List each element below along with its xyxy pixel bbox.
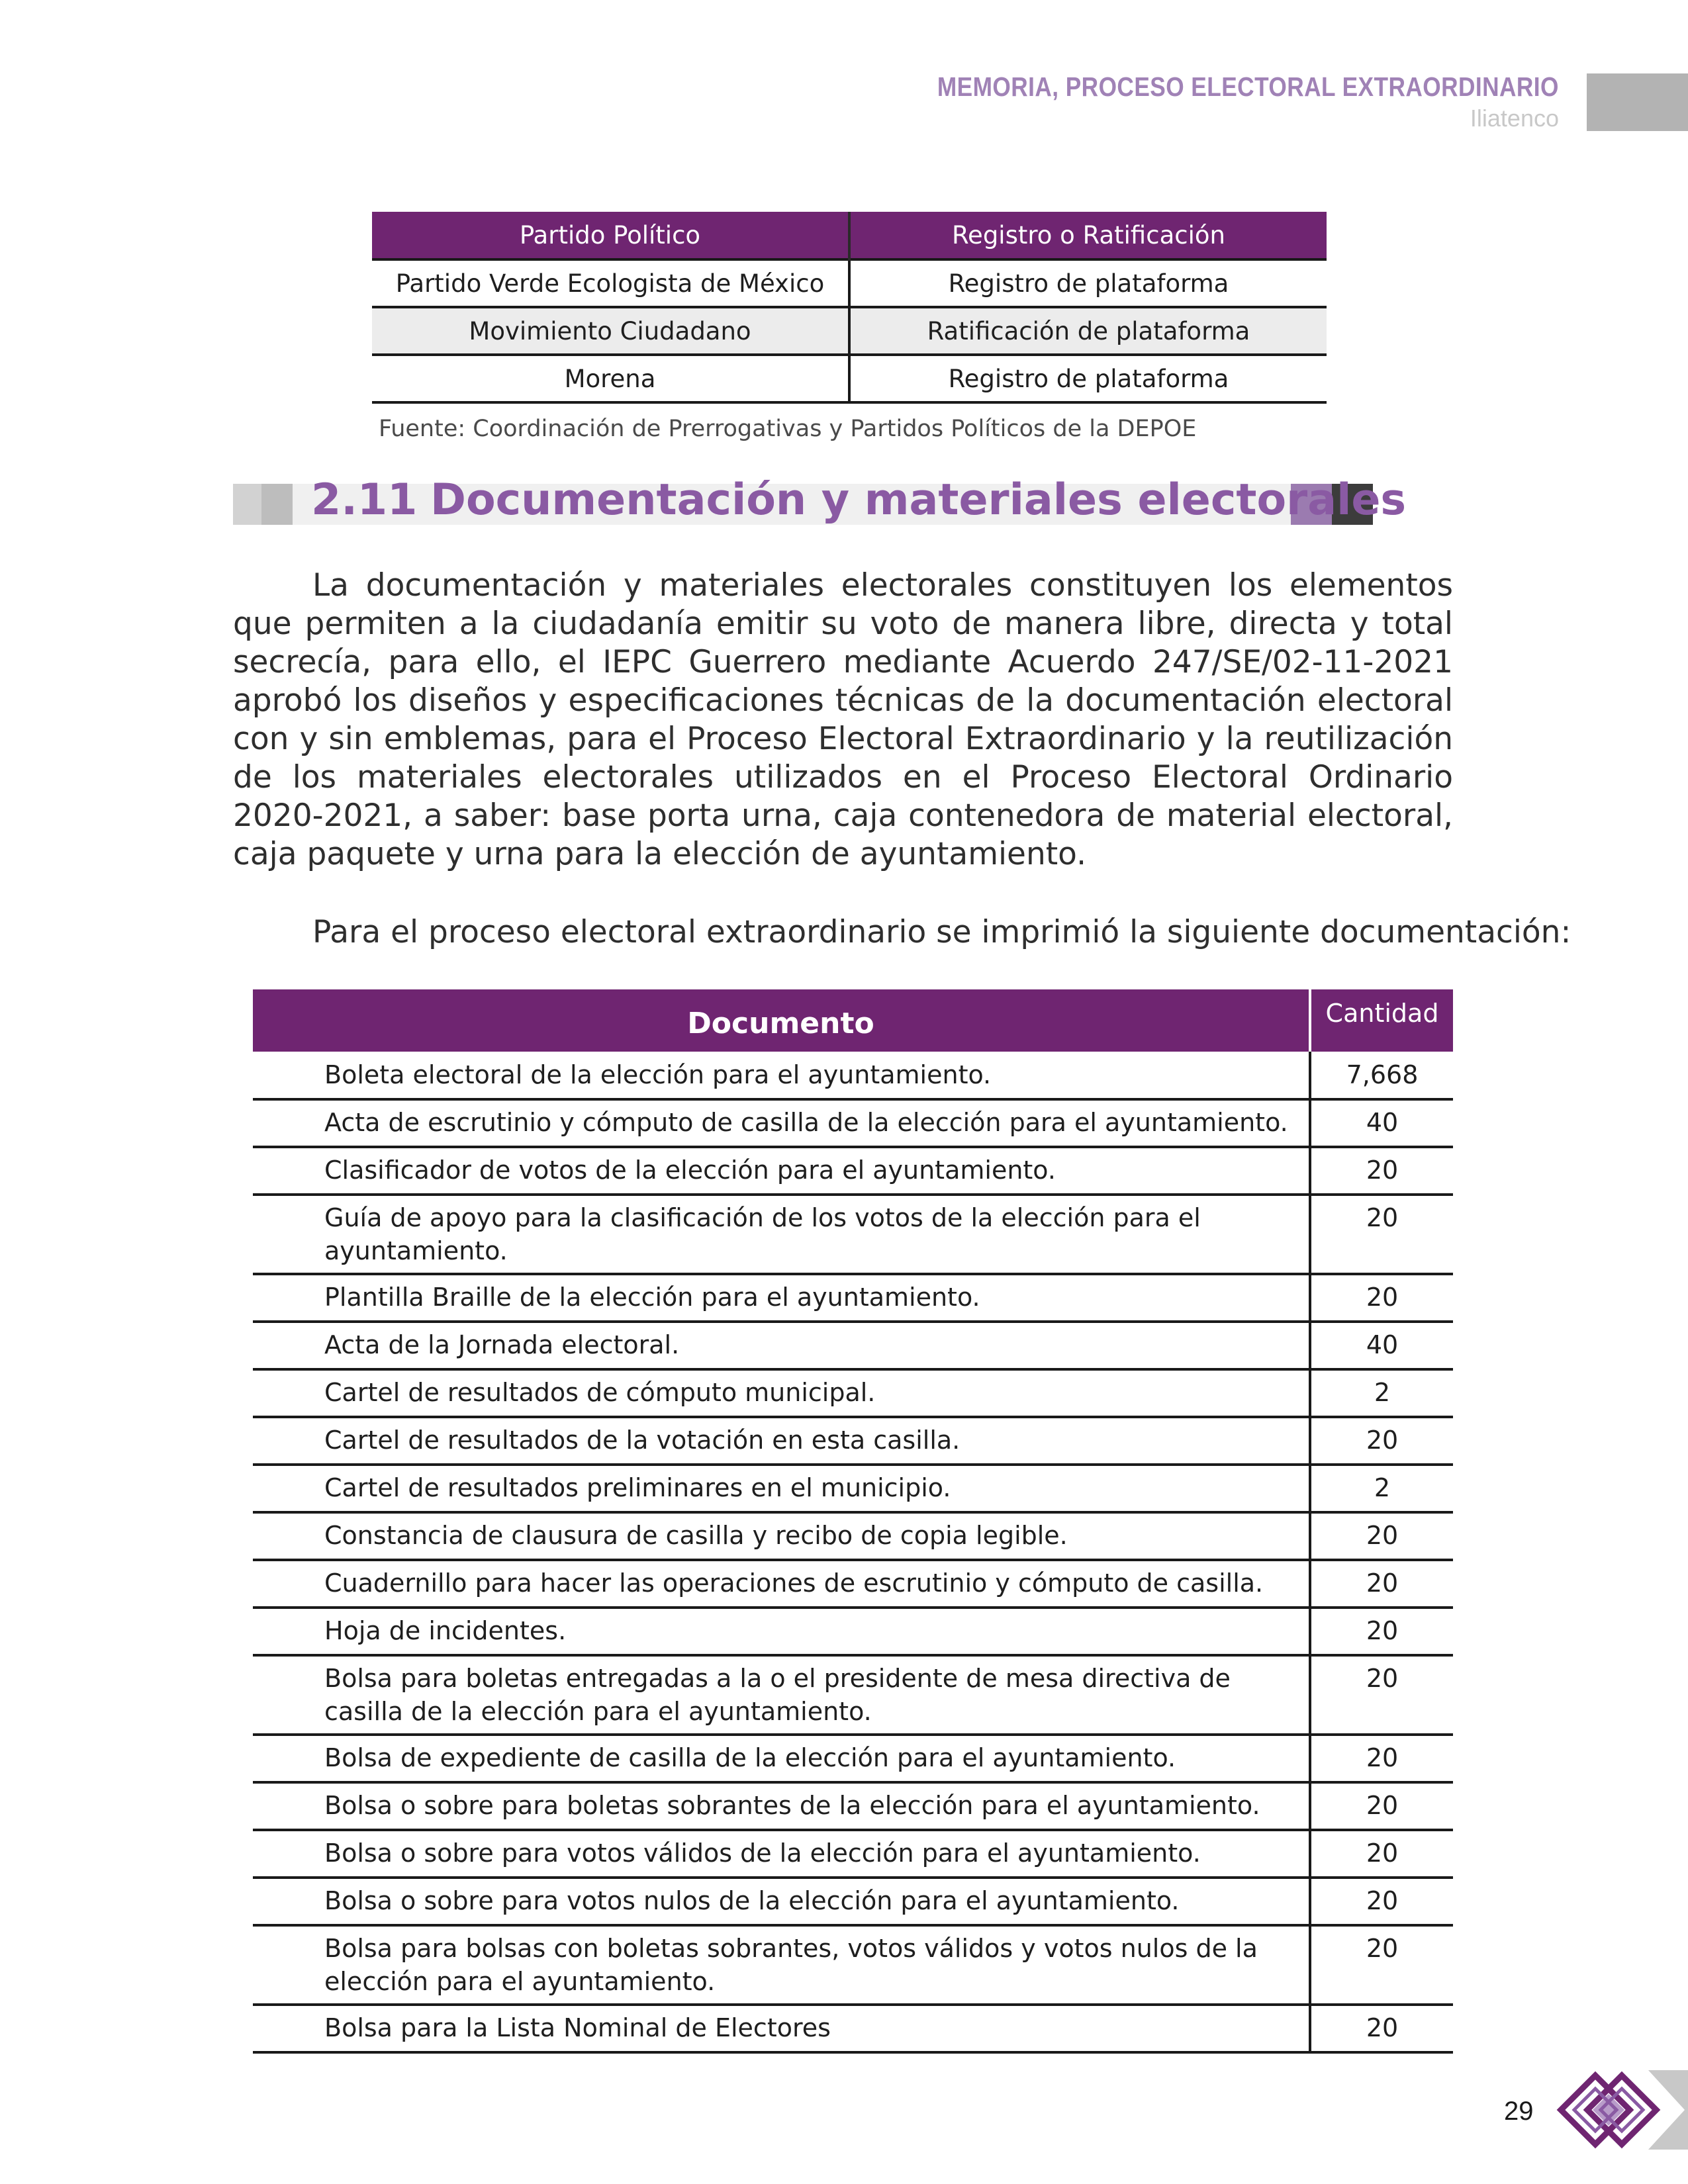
document-quantity-cell: 7,668 <box>1310 1052 1453 1099</box>
document-name-cell: Bolsa o sobre para votos nulos de la elección para el ayuntamiento. <box>253 1878 1310 1925</box>
document-quantity-cell: 2 <box>1310 1369 1453 1417</box>
party-name-cell: Movimiento Ciudadano <box>372 307 849 355</box>
document-quantity-cell: 20 <box>1310 2005 1453 2052</box>
document-quantity-cell: 20 <box>1310 1735 1453 1782</box>
party-table-header: Registro o Ratificación <box>849 212 1327 259</box>
document-name-cell: Cartel de resultados de la votación en esta casilla. <box>253 1417 1310 1465</box>
table-row <box>253 1274 1453 1322</box>
doc-table-header-document: Documento <box>253 989 1310 1052</box>
document-name-cell: Bolsa o sobre para votos válidos de la elección para el ayuntamiento. <box>253 1830 1310 1878</box>
table-row <box>253 1465 1453 1512</box>
table-row <box>253 1147 1453 1195</box>
document-quantity-cell: 20 <box>1310 1560 1453 1608</box>
table-row <box>253 1322 1453 1369</box>
document-quantity-cell: 40 <box>1310 1322 1453 1369</box>
document-name-cell: Bolsa para bolsas con boletas sobrantes, votos válidos y votos nulos de la elección para el ayuntamiento. <box>253 1925 1310 2005</box>
registration-type-cell: Ratificación de plataforma <box>849 307 1327 355</box>
table-row <box>372 355 1327 402</box>
table-row <box>253 1099 1453 1147</box>
table-row <box>253 1830 1453 1878</box>
party-name-cell: Morena <box>372 355 849 402</box>
registration-type-cell: Registro de plataforma <box>849 355 1327 402</box>
table-row <box>253 1560 1453 1608</box>
table-row <box>253 2005 1453 2052</box>
document-name-cell: Bolsa para boletas entregadas a la o el presidente de mesa directiva de casilla de la elección para el ayuntamiento. <box>253 1655 1310 1735</box>
document-quantity-cell: 20 <box>1310 1830 1453 1878</box>
document-quantity-cell: 20 <box>1310 1417 1453 1465</box>
section-heading-band-left-inner <box>261 484 293 525</box>
document-name-cell: Guía de apoyo para la clasificación de los votos de la elección para el ayuntamiento. <box>253 1195 1310 1274</box>
table-row <box>253 1417 1453 1465</box>
body-paragraph: Para el proceso electoral extraordinario se imprimió la siguiente documentación: <box>312 914 1571 950</box>
document-name-cell: Acta de escrutinio y cómputo de casilla de la elección para el ayuntamiento. <box>253 1099 1310 1147</box>
table-row <box>253 1655 1453 1735</box>
table-row <box>253 1925 1453 2005</box>
table-row <box>253 1195 1453 1274</box>
table-row <box>372 307 1327 355</box>
table-row <box>253 1782 1453 1830</box>
section-title: Documentación y materiales electorales <box>430 475 1407 525</box>
document-name-cell: Clasificador de votos de la elección para el ayuntamiento. <box>253 1147 1310 1195</box>
party-table-header-row <box>372 212 1327 259</box>
document-quantity-cell: 20 <box>1310 1782 1453 1830</box>
document-name-cell: Constancia de clausura de casilla y recibo de copia legible. <box>253 1512 1310 1560</box>
document-name-cell: Bolsa para la Lista Nominal de Electores <box>253 2005 1310 2052</box>
section-number: 2.11 <box>311 475 418 525</box>
document-quantity-cell: 20 <box>1310 1608 1453 1655</box>
party-table-header: Partido Político <box>372 212 849 259</box>
table-row <box>253 1878 1453 1925</box>
documentation-table <box>253 989 1453 2054</box>
body-paragraph: La documentación y materiales electorales constituyen los elementos que permiten a la ciudadanía emitir su voto de manera libre, directa y total secrecía, para ello, el IEPC Guerrero mediante Acuerdo 247/SE/02-11-2021 aprobó los diseños y especificaciones técnicas de la documentación electoral con y sin emblemas, para el Proceso Electoral Extraordinario y la reutilización de los materiales electorales utilizados en el Proceso Electoral Ordinario 2020-2021, a saber: base porta urna, caja contenedora de material electoral, caja paquete y urna para la elección de ayuntamiento. <box>233 567 1453 872</box>
party-name-cell: Partido Verde Ecologista de México <box>372 259 849 307</box>
table-row <box>372 259 1327 307</box>
section-heading <box>311 475 1406 525</box>
document-name-cell: Hoja de incidentes. <box>253 1608 1310 1655</box>
document-name-cell: Acta de la Jornada electoral. <box>253 1322 1310 1369</box>
doc-table-header-row <box>253 989 1453 1052</box>
document-quantity-cell: 40 <box>1310 1099 1453 1147</box>
header-gray-tab <box>1587 73 1688 131</box>
running-header-title: MEMORIA, PROCESO ELECTORAL EXTRAORDINARIO <box>937 71 1559 102</box>
document-quantity-cell: 20 <box>1310 1878 1453 1925</box>
registration-type-cell: Registro de plataforma <box>849 259 1327 307</box>
document-quantity-cell: 20 <box>1310 1925 1453 2005</box>
document-name-cell: Cartel de resultados preliminares en el municipio. <box>253 1465 1310 1512</box>
document-name-cell: Boleta electoral de la elección para el ayuntamiento. <box>253 1052 1310 1099</box>
table-row <box>253 1369 1453 1417</box>
page-number: 29 <box>1504 2097 1534 2126</box>
document-quantity-cell: 20 <box>1310 1512 1453 1560</box>
document-quantity-cell: 20 <box>1310 1655 1453 1735</box>
document-quantity-cell: 2 <box>1310 1465 1453 1512</box>
table-row <box>253 1608 1453 1655</box>
diamond-fret-logo-icon <box>1549 2070 1688 2150</box>
document-name-cell: Cartel de resultados de cómputo municipal. <box>253 1369 1310 1417</box>
table-row <box>253 1735 1453 1782</box>
document-name-cell: Bolsa de expediente de casilla de la elección para el ayuntamiento. <box>253 1735 1310 1782</box>
document-quantity-cell: 20 <box>1310 1274 1453 1322</box>
table-row <box>253 1512 1453 1560</box>
running-header-subtitle: Iliatenco <box>1470 105 1559 132</box>
document-name-cell: Plantilla Braille de la elección para el ayuntamiento. <box>253 1274 1310 1322</box>
table-source-note: Fuente: Coordinación de Prerrogativas y Partidos Políticos de la DEPOE <box>379 416 1197 442</box>
party-registration-table <box>372 212 1327 404</box>
document-quantity-cell: 20 <box>1310 1147 1453 1195</box>
document-name-cell: Cuadernillo para hacer las operaciones de escrutinio y cómputo de casilla. <box>253 1560 1310 1608</box>
document-quantity-cell: 20 <box>1310 1195 1453 1274</box>
table-row <box>253 1052 1453 1099</box>
doc-table-header-quantity: Cantidad <box>1310 989 1453 1052</box>
document-name-cell: Bolsa o sobre para boletas sobrantes de la elección para el ayuntamiento. <box>253 1782 1310 1830</box>
